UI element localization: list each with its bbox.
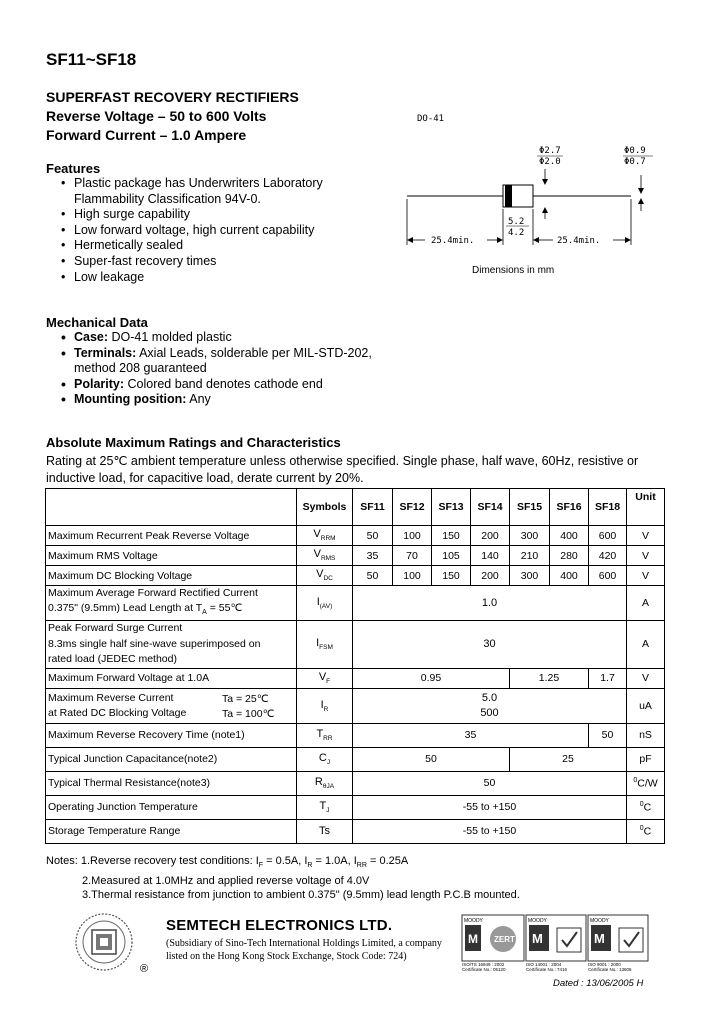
cert-standard: ISO 9001 : 2000	[588, 962, 621, 967]
note-2: 2.Measured at 1.0MHz and applied reverse voltage of 4.0V	[82, 874, 370, 887]
row-desc-line: Maximum Reverse Current	[48, 691, 174, 704]
header-unit: Unit	[627, 489, 665, 526]
cert-logo-1	[461, 914, 525, 972]
mech-label: Polarity:	[74, 376, 125, 391]
table-row	[46, 668, 665, 688]
body-length-min: 4.2	[508, 228, 525, 238]
mech-text: DO-41 molded plastic	[108, 330, 232, 344]
mech-label: Mounting position:	[74, 392, 187, 407]
row-value: 1.25	[510, 668, 589, 688]
row-value: 25	[510, 747, 627, 771]
feature-item: • High surge capability	[48, 207, 323, 223]
subsidiary-line: listed on the Hong Kong Stock Exchange, Stock Code: 724)	[166, 950, 407, 962]
row-desc: Operating Junction Temperature	[46, 795, 297, 819]
table-row	[46, 546, 665, 566]
ratings-intro: Rating at 25℃ ambient temperature unless otherwise specified. Single phase, half wave, 60Hz, resistive or inductive load, for capacitive load, derate current by 20%.	[46, 454, 639, 485]
header-sf12: SF12	[393, 489, 432, 526]
row-value	[353, 688, 627, 723]
lead-right-dim: 25.4min.	[557, 236, 601, 246]
mech-text: Colored band denotes cathode end	[124, 376, 323, 391]
row-desc: Maximum Forward Voltage at 1.0A	[46, 668, 297, 688]
row-value: 1.0	[353, 586, 627, 621]
row-desc-line: 0.375" (9.5mm) Lead Length at $T_A$ = 55℃	[48, 602, 243, 617]
row-value: 600	[589, 526, 627, 546]
row-unit: V	[627, 668, 665, 688]
company-subsidiary-note	[166, 938, 442, 963]
cert-number: Certificate No.: 7416	[526, 967, 568, 972]
row-desc-line: Peak Forward Surge Current	[48, 622, 183, 635]
header-sf11: SF11	[353, 489, 393, 526]
feature-item: Flammability Classification 94V-0.	[74, 191, 261, 206]
mech-item-terminals-cont	[48, 361, 372, 377]
lead-left-dim: 25.4min.	[431, 236, 475, 246]
row-symbol: $V_F$	[297, 668, 353, 688]
row-unit: V	[627, 566, 665, 586]
header-sf15: SF15	[510, 489, 550, 526]
part-range-title: SF11~SF18	[46, 50, 137, 69]
mech-label: Terminals:	[74, 345, 137, 360]
feature-item: • Low leakage	[48, 270, 323, 286]
row-value: 400	[550, 566, 589, 586]
row-value: 1.7	[589, 668, 627, 688]
cert-standard: ISO/TS 16949 : 2002	[462, 962, 505, 967]
lead-dia-max: Φ0.9	[624, 146, 646, 156]
row-value: 200	[471, 526, 510, 546]
row-symbol: $T_J$	[297, 795, 353, 819]
note-1: Notes: 1.Reverse recovery test conditions: $I_F = 0.5A$, $I_R = 1.0A$, $I_{RR} = 0.25A$	[46, 855, 409, 870]
table-row	[46, 526, 665, 546]
row-desc-line: rated load (JEDEC method)	[48, 653, 177, 666]
row-symbol: $T_{RR}$	[297, 723, 353, 747]
table-row	[46, 688, 665, 723]
row-unit: A	[627, 621, 665, 669]
forward-current-spec: Forward Current – 1.0 Ampere	[46, 127, 247, 143]
body-dia-max: Φ2.7	[539, 146, 561, 156]
dimension-caption: Dimensions in mm	[472, 265, 555, 276]
row-desc: Typical Thermal Resistance(note3)	[46, 771, 297, 795]
lead-dia-min: Φ0.7	[624, 157, 646, 167]
row-unit: V	[627, 546, 665, 566]
cert-badge-iso-ts	[461, 914, 525, 977]
row-symbol: $I_{(AV)}$	[297, 586, 353, 621]
document-date: Dated : 13/06/2005 H	[553, 978, 644, 989]
cert-number: Certificate No.: 05120	[462, 967, 506, 972]
row-desc: Maximum Recurrent Peak Reverse Voltage	[46, 526, 297, 546]
note-3: 3.Thermal resistance from junction to ambient 0.375" (9.5mm) lead length P.C.B mounted.	[82, 889, 520, 902]
row-desc-line: 8.3ms single half sine-wave superimposed on	[48, 637, 261, 650]
cert-logo-2	[525, 914, 587, 972]
product-heading	[46, 88, 299, 145]
row-value: 200	[471, 566, 510, 586]
table-row	[46, 621, 665, 669]
row-unit: pF	[627, 747, 665, 771]
row-unit: nS	[627, 723, 665, 747]
svg-text:M: M	[468, 932, 478, 946]
row-value: 150	[432, 566, 471, 586]
row-value: 50	[353, 771, 627, 795]
feature-item: • Low forward voltage, high current capability	[48, 223, 323, 239]
row-value: 35	[353, 546, 393, 566]
row-desc-line: at Rated DC Blocking Voltage	[48, 706, 187, 719]
cert-badge-iso-9001	[587, 914, 649, 977]
row-desc	[46, 586, 297, 621]
product-type: SUPERFAST RECOVERY RECTIFIERS	[46, 89, 299, 105]
row-value: 300	[510, 526, 550, 546]
mech-text: Axial Leads, solderable per MIL-STD-202,	[136, 345, 372, 360]
row-unit: A	[627, 586, 665, 621]
body-dia-min: Φ2.0	[539, 157, 561, 167]
row-value: 35	[353, 723, 589, 747]
svg-text:M: M	[532, 931, 543, 946]
row-desc: Maximum Reverse Recovery Time (note1)	[46, 723, 297, 747]
row-symbol: Ts	[297, 819, 353, 843]
header-sf18: SF18	[589, 489, 627, 526]
cert-logo-3	[587, 914, 649, 972]
table-row	[46, 747, 665, 771]
table-row	[46, 566, 665, 586]
row-symbol: $V_{RRM}$	[297, 526, 353, 546]
row-desc: Maximum RMS Voltage	[46, 546, 297, 566]
row-value: 420	[589, 546, 627, 566]
row-value: -55 to +150	[353, 795, 627, 819]
row-symbol: $V_{RMS}$	[297, 546, 353, 566]
feature-item: • Plastic package has Underwriters Laboratory	[48, 176, 323, 192]
mechanical-title: Mechanical Data	[46, 315, 148, 330]
cert-issuer: MOODY	[590, 918, 609, 924]
cert-issuer: MOODY	[464, 918, 483, 924]
row-value: 150	[432, 526, 471, 546]
mechanical-list	[48, 330, 372, 408]
row-desc: Storage Temperature Range	[46, 819, 297, 843]
feature-item: • Super-fast recovery times	[48, 254, 323, 270]
mech-text: Any	[186, 392, 211, 407]
mech-label: Case:	[74, 330, 109, 344]
row-value: 100	[393, 566, 432, 586]
row-value-line: 500	[480, 706, 499, 719]
features-title: Features	[46, 161, 101, 176]
row-value: 70	[393, 546, 432, 566]
row-symbol: $I_{FSM}$	[297, 621, 353, 669]
feature-item: • Hermetically sealed	[48, 238, 323, 254]
table-row	[46, 771, 665, 795]
row-symbol: $V_{DC}$	[297, 566, 353, 586]
ratings-title: Absolute Maximum Ratings and Characteristics	[46, 435, 341, 450]
row-desc-line: Maximum Average Forward Rectified Current	[48, 587, 258, 599]
body-length-max: 5.2	[508, 217, 525, 227]
row-value: 50	[589, 723, 627, 747]
row-desc	[46, 688, 297, 723]
mech-item-case	[48, 330, 372, 346]
subsidiary-line: (Subsidiary of Sino-Tech International Holdings Limited, a company	[166, 938, 442, 949]
notes-block	[46, 854, 520, 903]
cert-number: Certificate No.: 13606	[588, 967, 632, 972]
row-value: 140	[471, 546, 510, 566]
row-value: 300	[510, 566, 550, 586]
row-value: 100	[393, 526, 432, 546]
cathode-band	[505, 185, 512, 207]
row-value: 105	[432, 546, 471, 566]
header-symbols: Symbols	[297, 489, 353, 526]
row-value: 50	[353, 566, 393, 586]
row-value: 400	[550, 526, 589, 546]
table-row	[46, 586, 665, 621]
package-label: DO-41	[417, 114, 445, 124]
company-name: SEMTECH ELECTRONICS LTD.	[166, 917, 393, 934]
row-value-line: 5.0	[481, 691, 498, 704]
row-symbol: $C_J$	[297, 747, 353, 771]
row-value: 280	[550, 546, 589, 566]
row-unit: V	[627, 526, 665, 546]
semtech-logo	[72, 910, 152, 980]
mech-item-mounting	[48, 392, 372, 408]
svg-text:ZERT: ZERT	[494, 935, 515, 944]
table-row	[46, 723, 665, 747]
row-condition: Ta = 25℃	[222, 692, 269, 705]
cert-badge-iso-14001	[525, 914, 587, 977]
header-desc	[46, 489, 297, 526]
mech-text: method 208 guaranteed	[74, 361, 207, 376]
ratings-table	[45, 488, 665, 844]
header-sf14: SF14	[471, 489, 510, 526]
header-sf13: SF13	[432, 489, 471, 526]
features-list	[48, 176, 323, 285]
cert-standard: ISO 14001 : 2004	[526, 962, 562, 967]
table-header-row	[46, 489, 665, 526]
registered-mark: ®	[140, 963, 149, 975]
header-sf16: SF16	[550, 489, 589, 526]
reverse-voltage-spec: Reverse Voltage – 50 to 600 Volts	[46, 108, 267, 124]
row-condition: Ta = 100℃	[222, 707, 275, 720]
cert-issuer: MOODY	[528, 918, 547, 924]
row-value: 0.95	[353, 668, 510, 688]
row-value: 210	[510, 546, 550, 566]
row-value: 50	[353, 747, 510, 771]
table-row	[46, 795, 665, 819]
row-unit: $^0$C/W	[627, 771, 665, 795]
table-row	[46, 819, 665, 843]
row-desc: Typical Junction Capacitance(note2)	[46, 747, 297, 771]
row-desc	[46, 621, 297, 669]
row-symbol: $I_R$	[297, 688, 353, 723]
mech-item-polarity	[48, 377, 372, 393]
row-unit: uA	[627, 688, 665, 723]
row-symbol: $R_{\theta JA}$	[297, 771, 353, 795]
row-unit: $^0$C	[627, 819, 665, 843]
row-value: -55 to +150	[353, 819, 627, 843]
row-desc: Maximum DC Blocking Voltage	[46, 566, 297, 586]
row-unit: $^0$C	[627, 795, 665, 819]
row-value: 30	[353, 621, 627, 669]
mech-item-terminals	[48, 346, 372, 362]
row-value: 50	[353, 526, 393, 546]
package-dimension-diagram	[395, 105, 670, 280]
row-value: 600	[589, 566, 627, 586]
svg-text:M: M	[594, 931, 605, 946]
